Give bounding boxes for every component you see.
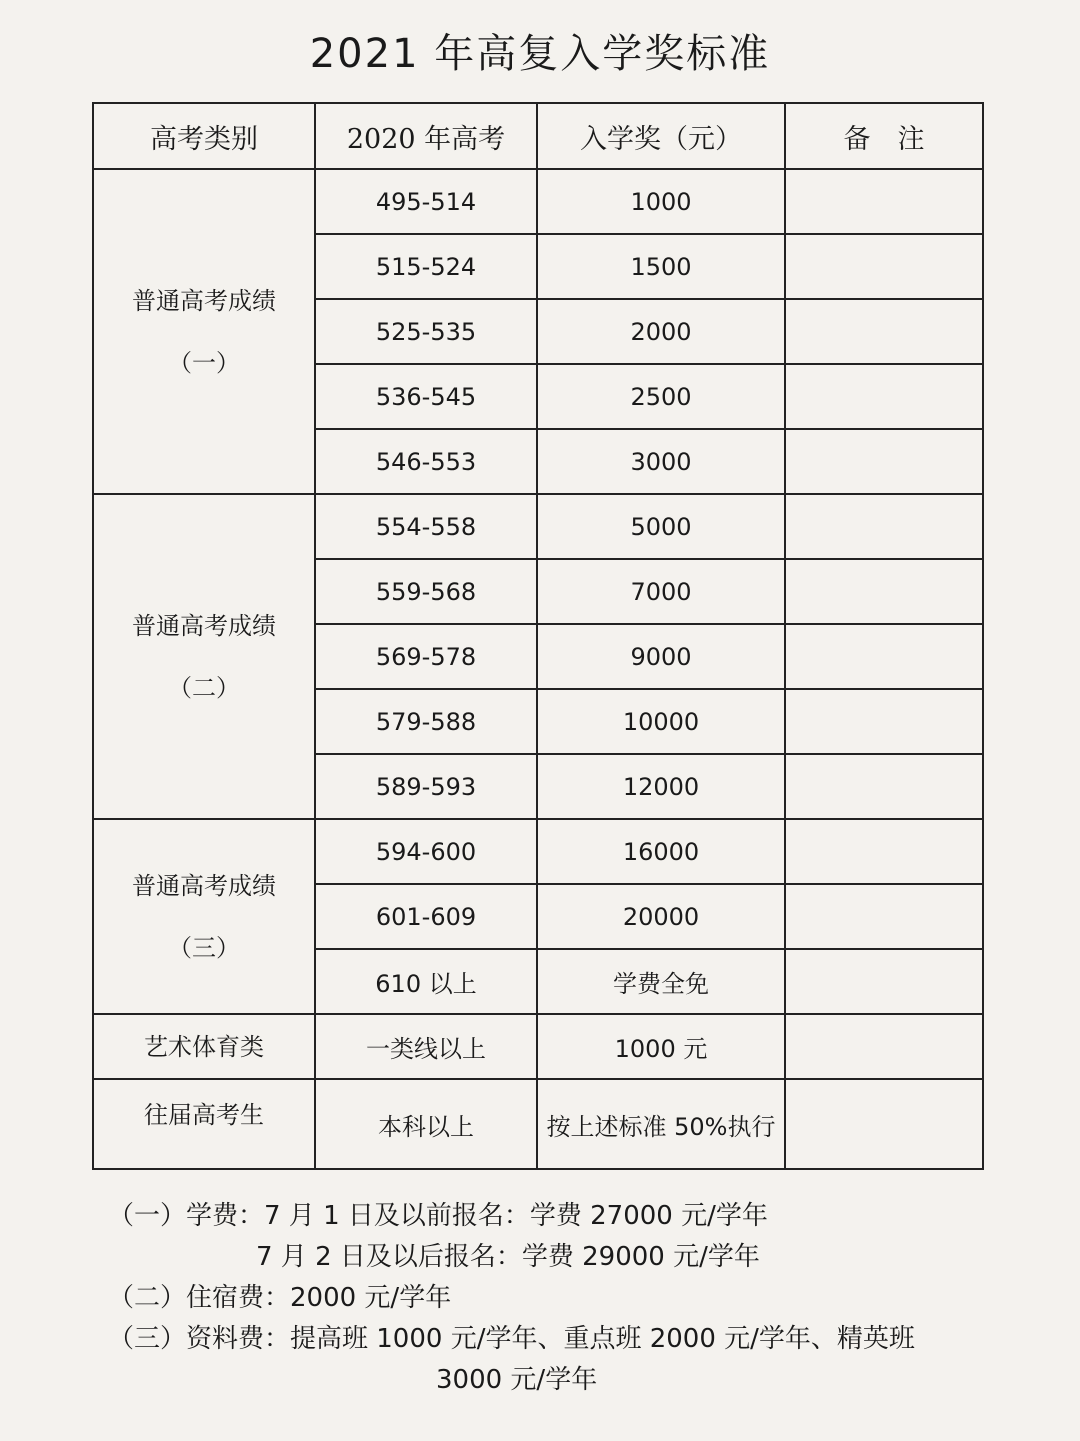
note-cell — [785, 754, 983, 819]
award-amount: 12000 — [537, 754, 785, 819]
score-range: 546-553 — [315, 429, 537, 494]
materials-note-cont: 3000 元/学年 — [436, 1365, 598, 1395]
note-cell — [785, 429, 983, 494]
note-cell — [785, 234, 983, 299]
note-cell — [785, 494, 983, 559]
score-range: 589-593 — [315, 754, 537, 819]
note-cell — [785, 364, 983, 429]
award-amount: 10000 — [537, 689, 785, 754]
fee-notes — [108, 1196, 988, 1401]
award-amount: 20000 — [537, 884, 785, 949]
score-range: 525-535 — [315, 299, 537, 364]
note-cell — [785, 1014, 983, 1079]
score-range: 579-588 — [315, 689, 537, 754]
category-cell — [93, 169, 315, 494]
category-sub: （三） — [168, 933, 240, 962]
tuition-note-late: 7 月 2 日及以后报名：学费 29000 元/学年 — [256, 1242, 760, 1272]
category-cell: 往届高考生 — [93, 1079, 315, 1169]
category-label: 普通高考成绩 — [132, 611, 276, 640]
award-amount: 2000 — [537, 299, 785, 364]
award-amount: 按上述标准 50%执行 — [537, 1079, 785, 1169]
table-row — [93, 494, 983, 559]
category-cell — [93, 494, 315, 819]
note-cell — [785, 949, 983, 1014]
score-range: 536-545 — [315, 364, 537, 429]
score-range: 515-524 — [315, 234, 537, 299]
award-amount: 16000 — [537, 819, 785, 884]
award-table — [92, 102, 984, 1170]
award-amount: 1000 — [537, 169, 785, 234]
category-cell — [93, 819, 315, 1014]
score-range: 495-514 — [315, 169, 537, 234]
table-row — [93, 819, 983, 884]
table-row — [93, 1014, 983, 1079]
note-cell — [785, 884, 983, 949]
note-cell — [785, 624, 983, 689]
score-range: 594-600 — [315, 819, 537, 884]
category-cell: 艺术体育类 — [93, 1014, 315, 1079]
note-cell — [785, 1079, 983, 1169]
table-row — [93, 169, 983, 234]
note-cell — [785, 169, 983, 234]
materials-note: （三）资料费：提高班 1000 元/学年、重点班 2000 元/学年、精英班 — [108, 1324, 915, 1354]
award-amount: 2500 — [537, 364, 785, 429]
note-cell — [785, 299, 983, 364]
header-row — [93, 103, 983, 169]
award-amount: 7000 — [537, 559, 785, 624]
category-label: 普通高考成绩 — [132, 286, 276, 315]
document-title: 2021 年高复入学奖标准 — [309, 31, 771, 77]
category-sub: （一） — [168, 348, 240, 377]
tuition-note: （一）学费：7 月 1 日及以前报名：学费 27000 元/学年 — [108, 1201, 768, 1231]
award-amount: 3000 — [537, 429, 785, 494]
award-amount: 5000 — [537, 494, 785, 559]
table-row — [93, 1079, 983, 1169]
header-award: 入学奖（元） — [537, 103, 785, 169]
category-sub: （二） — [168, 673, 240, 702]
note-cell — [785, 559, 983, 624]
award-amount: 1000 元 — [537, 1014, 785, 1079]
header-score: 2020 年高考 — [315, 103, 537, 169]
header-category: 高考类别 — [93, 103, 315, 169]
score-range: 610 以上 — [315, 949, 537, 1014]
score-range: 本科以上 — [315, 1079, 537, 1169]
category-label: 普通高考成绩 — [132, 871, 276, 900]
header-note: 备 注 — [785, 103, 983, 169]
score-range: 一类线以上 — [315, 1014, 537, 1079]
score-range: 559-568 — [315, 559, 537, 624]
award-amount: 9000 — [537, 624, 785, 689]
score-range: 601-609 — [315, 884, 537, 949]
award-amount: 学费全免 — [537, 949, 785, 1014]
note-cell — [785, 819, 983, 884]
score-range: 569-578 — [315, 624, 537, 689]
score-range: 554-558 — [315, 494, 537, 559]
note-cell — [785, 689, 983, 754]
accommodation-note: （二）住宿费：2000 元/学年 — [108, 1283, 452, 1313]
award-amount: 1500 — [537, 234, 785, 299]
